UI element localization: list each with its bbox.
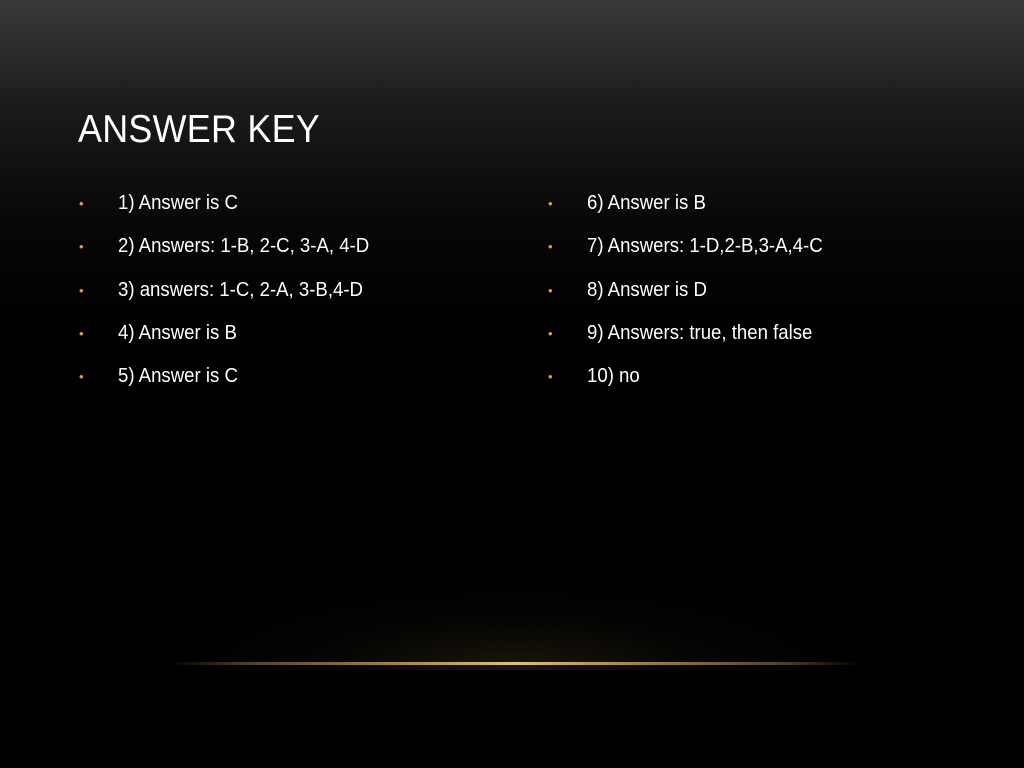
slide-title: ANSWER KEY xyxy=(78,108,321,151)
answer-item-7 xyxy=(547,225,967,268)
answer-item-6 xyxy=(547,182,967,225)
answer-text: 6) Answer is B xyxy=(587,192,706,215)
bullet-icon: • xyxy=(79,326,84,342)
answer-item-10 xyxy=(547,355,967,398)
bullet-icon: • xyxy=(79,239,84,255)
accent-glow xyxy=(170,580,860,670)
answer-text: 4) Answer is B xyxy=(118,322,237,345)
answer-text: 5) Answer is C xyxy=(118,365,238,388)
bullet-icon: • xyxy=(548,326,553,342)
answer-text: 7) Answers: 1-D,2-B,3-A,4-C xyxy=(587,235,823,258)
answer-item-4 xyxy=(78,312,498,355)
answer-text: 3) answers: 1-C, 2-A, 3-B,4-D xyxy=(118,278,363,301)
answer-text: 9) Answers: true, then false xyxy=(587,322,813,345)
bullet-icon: • xyxy=(548,239,553,255)
answer-item-5 xyxy=(78,355,498,398)
bullet-icon: • xyxy=(79,196,84,212)
answer-item-1 xyxy=(78,182,498,225)
answer-text: 1) Answer is C xyxy=(118,192,238,215)
answer-text: 2) Answers: 1-B, 2-C, 3-A, 4-D xyxy=(118,235,370,258)
answer-text: 8) Answer is D xyxy=(587,278,707,301)
answer-item-2 xyxy=(78,225,498,268)
bullet-icon: • xyxy=(548,369,553,385)
bullet-icon: • xyxy=(548,196,553,212)
accent-line xyxy=(170,662,860,665)
right-answer-list xyxy=(547,182,967,398)
bullet-icon: • xyxy=(79,369,84,385)
left-answer-list xyxy=(78,182,498,398)
bullet-icon: • xyxy=(79,282,84,298)
bullet-icon: • xyxy=(548,282,553,298)
answer-item-8 xyxy=(547,269,967,312)
answer-item-3 xyxy=(78,269,498,312)
answer-item-9 xyxy=(547,312,967,355)
answer-text: 10) no xyxy=(587,365,640,388)
